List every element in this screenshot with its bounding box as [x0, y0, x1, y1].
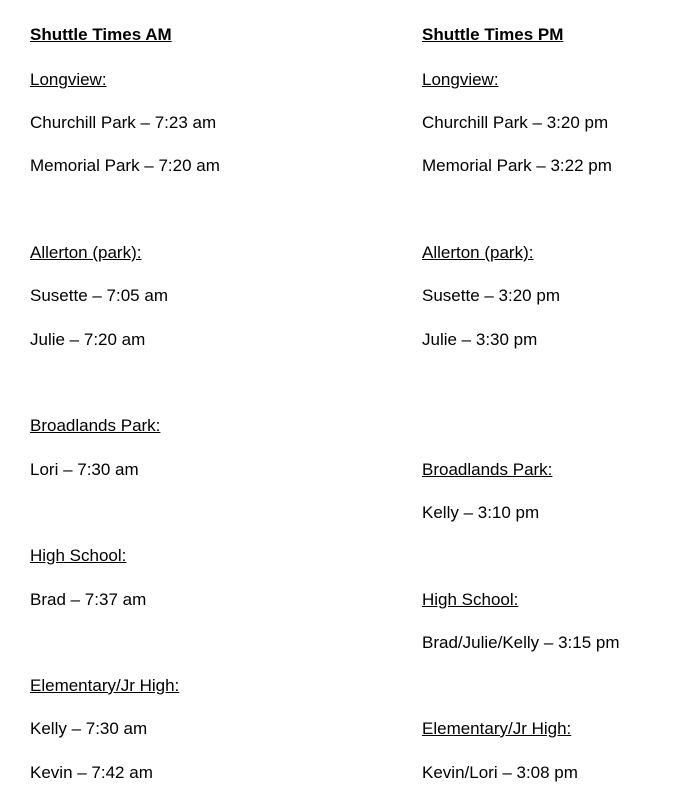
am-entry-churchill-park: Churchill Park – 7:23 am [30, 113, 217, 132]
pm-entry-memorial-park: Memorial Park – 3:22 pm [422, 156, 612, 175]
pm-heading-high-school: High School: [422, 590, 519, 609]
pm-heading-allerton: Allerton (park): [422, 243, 534, 262]
pm-entry-susette: Susette – 3:20 pm [422, 286, 560, 305]
am-entry-kevin: Kevin – 7:42 am [30, 763, 153, 782]
pm-title: Shuttle Times PM [422, 25, 564, 44]
pm-entry-churchill-park: Churchill Park – 3:20 pm [422, 113, 609, 132]
pm-entry-brad-julie-kelly: Brad/Julie/Kelly – 3:15 pm [422, 633, 620, 652]
am-title: Shuttle Times AM [30, 25, 172, 44]
pm-entry-julie: Julie – 3:30 pm [422, 330, 538, 349]
am-entry-julie: Julie – 7:20 am [30, 330, 146, 349]
am-heading-longview: Longview: [30, 70, 107, 89]
pm-entry-kevin-lori: Kevin/Lori – 3:08 pm [422, 763, 578, 782]
pm-entry-kelly: Kelly – 3:10 pm [422, 503, 540, 522]
am-heading-broadlands-park: Broadlands Park: [30, 416, 161, 435]
pm-heading-broadlands-park: Broadlands Park: [422, 460, 553, 479]
am-heading-allerton: Allerton (park): [30, 243, 142, 262]
am-entry-memorial-park: Memorial Park – 7:20 am [30, 156, 220, 175]
pm-heading-longview: Longview: [422, 70, 499, 89]
am-entry-susette: Susette – 7:05 am [30, 286, 168, 305]
am-entry-kelly: Kelly – 7:30 am [30, 719, 148, 738]
pm-heading-elementary-jr-high: Elementary/Jr High: [422, 719, 572, 738]
am-heading-high-school: High School: [30, 546, 127, 565]
am-entry-lori: Lori – 7:30 am [30, 460, 139, 479]
am-heading-elementary-jr-high: Elementary/Jr High: [30, 676, 180, 695]
am-entry-brad: Brad – 7:37 am [30, 590, 147, 609]
